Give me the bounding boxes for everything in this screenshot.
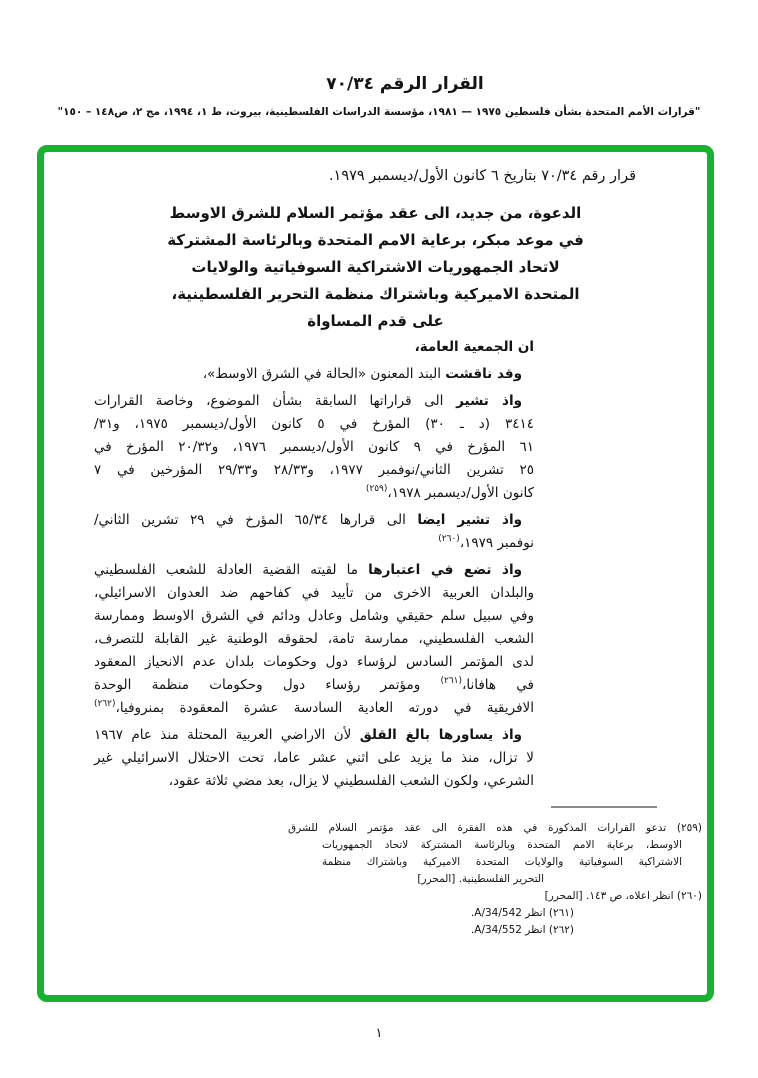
resolution-title-line: لاتحاد الجمهوريات الاشتراكية السوفياتية والولايات xyxy=(191,258,560,276)
body-line: والبلدان العربية الاخرى من تأييد في كفاحهم ضد العدوان الاسرائيلي، xyxy=(94,585,534,601)
body-line: كانون الأول/ديسمبر ١٩٧٨،$^{(٢٥٩)}$ xyxy=(365,484,534,501)
paragraph-recalling xyxy=(94,390,534,505)
page-title: القرار الرقم ٧٠/٣٤ xyxy=(326,74,484,94)
body-line: واذ تشير ايضا الى قرارها ٦٥/٣٤ المؤرخ في ٢٩ تشرين الثاني/ xyxy=(94,512,522,528)
body-line: في هافانا،$^{(٢٦١)}$ ومؤتمر رؤساء دول وحكومات منظمة الوحدة xyxy=(94,676,534,693)
footnote-259-line: (٢٥٩) تدعو القرارات المذكورة في هذه الفقرة الى عقد مؤتمر السلام للشرق xyxy=(288,822,702,834)
body-line: ان الجمعية العامة، xyxy=(414,339,534,355)
body-line: ٢٥ تشرين الثاني/نوفمبر ١٩٧٧، و٢٨/٣٣ و٢٩/٣٣ المؤرخين في ٧ xyxy=(94,462,534,478)
footnote-separator-rule xyxy=(551,806,657,808)
paragraph-general-assembly xyxy=(94,336,534,359)
paragraph-taking-into-account xyxy=(94,559,534,720)
footnote-259-line: الاشتراكية السوفياتية والولايات المتحدة الاميركية وباشتراك منظمة xyxy=(322,856,682,868)
resolution-green-box xyxy=(37,145,714,1002)
resolution-title-line: على قدم المساواة xyxy=(307,312,444,330)
body-line: وفي سبيل سلم حقيقي وشامل وعادل ودائم في الشرق الاوسط وممارسة xyxy=(94,608,534,624)
footnote-marker-260: (٢٦٠) xyxy=(438,534,460,544)
resolution-title-line: المتحدة الاميركية وباشتراك منظمة التحرير الفلسطينية، xyxy=(171,285,580,303)
source-citation: "قرارات الأمم المتحدة بشأن فلسطين ١٩٧٥ — ١٩٨١، مؤسسة الدراسات الفلسطينية، بيروت، ط ١، ١٩٩٤، مج ٢، ص١٤٨ – ١٥٠" xyxy=(57,106,701,118)
body-line: ٣٤١٤ (د ـ ٣٠) المؤرخ في ٥ كانون الأول/ديسمبر ١٩٧٥، و٣١/ xyxy=(94,416,534,432)
footnote-marker-262: (٢٦٢) xyxy=(94,699,116,709)
body-line: واذ تشير الى قراراتها السابقة بشأن الموضوع، وخاصة القرارات xyxy=(94,393,522,409)
footnote-261: (٢٦١) انظر A/34/542. xyxy=(470,907,574,919)
body-line: الشعب الفلسطيني، ممارسة تامة، لحقوقه الوطنية غير القابلة للتصرف، xyxy=(94,631,534,647)
body-line: واذ تضع في اعتبارها ما لقيته القضية العادلة للشعب الفلسطيني xyxy=(94,562,523,578)
footnote-marker-261: (٢٦١) xyxy=(440,676,463,686)
footnote-259-line: التحرير الفلسطينية. [المحرر] xyxy=(417,873,544,885)
paragraph-deeply-concerned xyxy=(94,724,534,793)
paragraph-recalling-also xyxy=(94,509,534,555)
body-line: وقد ناقشت البند المعنون «الحالة في الشرق الاوسط»، xyxy=(202,366,522,382)
body-line: نوفمبر ١٩٧٩،$^{(٢٦٠)}$ xyxy=(438,534,534,551)
paragraph-having-discussed xyxy=(94,363,534,386)
footnote-259-line: الاوسط، برعاية الامم المتحدة وبالرئاسة المشتركة لاتحاد الجمهوريات xyxy=(322,839,682,851)
body-line: الشرعي، ولكون الشعب الفلسطيني لا يزال، بعد مضي ثلاثة عقود، xyxy=(168,773,534,789)
footnote-260: (٢٦٠) انظر اعلاه، ص ١٤٣. [المحرر] xyxy=(544,890,702,902)
body-line: لدى المؤتمر السادس لرؤساء دول وحكومات بلدان عدم الانحياز المعقود xyxy=(94,654,534,670)
resolution-title-line: في موعد مبكر، برعاية الامم المتحدة وبالرئاسة المشتركة xyxy=(167,231,584,249)
resolution-date-line: قرار رقم ٧٠/٣٤ بتاريخ ٦ كانون الأول/ديسمبر ١٩٧٩. xyxy=(328,168,636,184)
footnotes-block xyxy=(288,820,702,939)
resolution-title-line: الدعوة، من جديد، الى عقد مؤتمر السلام للشرق الاوسط xyxy=(169,204,582,222)
footnote-marker-259: (٢٥٩) xyxy=(365,484,388,494)
body-line: ٦١ المؤرخ في ٩ كانون الأول/ديسمبر ١٩٧٦، و٢٠/٣٢ المؤرخ في xyxy=(94,439,534,455)
resolution-body xyxy=(94,336,534,793)
page-number: ١ xyxy=(375,1026,383,1041)
resolution-title xyxy=(44,200,707,335)
body-line: لا تزال، منذ ما يزيد على اثني عشر عاما، تحت الاحتلال الاسرائيلي غير xyxy=(94,750,534,766)
body-line: الافريقية في دورته العادية السادسة عشرة المعقودة بمنروفيا،$^{(٢٦٢)}$ xyxy=(94,699,534,716)
body-line: واذ يساورها بالغ القلق لأن الاراضي العربية المحتلة منذ عام ١٩٦٧ xyxy=(94,727,522,743)
footnote-262: (٢٦٢) انظر A/34/552. xyxy=(470,924,574,936)
